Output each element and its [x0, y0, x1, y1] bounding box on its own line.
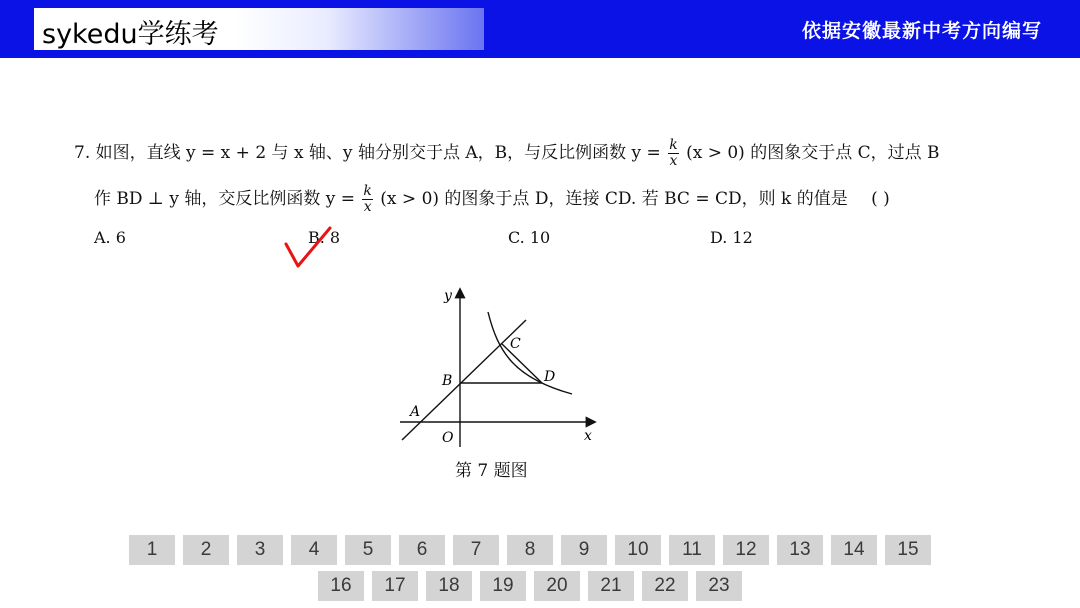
fraction-k-over-x-2: $\frac{k}{x}$ — [363, 183, 372, 215]
question-nav-button[interactable]: 17 — [372, 571, 418, 601]
question-nav-button[interactable]: 4 — [291, 535, 337, 565]
question-line-2 — [94, 184, 890, 215]
label-b: B — [442, 373, 453, 389]
question-nav-button[interactable]: 8 — [507, 535, 553, 565]
label-a: A — [410, 404, 421, 420]
question-nav-button[interactable]: 6 — [399, 535, 445, 565]
question-nav-button[interactable]: 3 — [237, 535, 283, 565]
segment-cd — [502, 344, 542, 383]
question-nav-button[interactable]: 7 — [453, 535, 499, 565]
question-nav-button[interactable]: 18 — [426, 571, 472, 601]
question-nav-button[interactable]: 13 — [777, 535, 823, 565]
label-o: O — [442, 430, 454, 446]
question-nav-button[interactable]: 14 — [831, 535, 877, 565]
question-nav-button[interactable]: 9 — [561, 535, 607, 565]
question-nav-button[interactable]: 11 — [669, 535, 715, 565]
option-d[interactable]: D. 12 — [710, 228, 753, 247]
figure-caption: 第 7 题图 — [455, 461, 528, 481]
option-b[interactable]: B. 8 — [308, 228, 341, 247]
question-nav-button[interactable]: 5 — [345, 535, 391, 565]
hyperbola-curve — [488, 312, 572, 394]
brand-box — [34, 8, 484, 50]
answer-bracket: ( ) — [871, 189, 890, 209]
question-nav-button[interactable]: 1 — [129, 535, 175, 565]
question-nav-button[interactable]: 2 — [183, 535, 229, 565]
question-text-2a: 作 BD ⊥ y 轴，交反比例函数 y = — [94, 189, 355, 209]
question-nav-button[interactable]: 23 — [696, 571, 742, 601]
question-nav-button[interactable]: 10 — [615, 535, 661, 565]
header-bar — [0, 0, 1080, 58]
question-text-2b: (x > 0) 的图象于点 D，连接 CD. 若 BC = CD，则 k 的值是 — [380, 189, 848, 209]
question-nav-button[interactable]: 21 — [588, 571, 634, 601]
question-text-1b: (x > 0) 的图象交于点 C，过点 B — [686, 143, 940, 163]
option-a[interactable]: A. 6 — [94, 228, 126, 247]
label-y: y — [444, 288, 452, 304]
question-nav-button[interactable]: 20 — [534, 571, 580, 601]
question-line-1 — [74, 138, 940, 169]
question-nav-button[interactable]: 19 — [480, 571, 526, 601]
question-nav-button[interactable]: 22 — [642, 571, 688, 601]
question-nav-button[interactable]: 12 — [723, 535, 769, 565]
label-d: D — [544, 369, 556, 385]
label-x: x — [584, 428, 592, 444]
fraction-k-over-x: $\frac{k}{x}$ — [669, 137, 678, 169]
function-graph-figure — [392, 282, 612, 452]
checkmark-icon — [282, 224, 334, 270]
option-c[interactable]: C. 10 — [508, 228, 551, 247]
header-tagline: 依据安徽最新中考方向编写 — [801, 20, 1042, 42]
label-c: C — [510, 336, 521, 352]
brand-title: sykedu学练考 — [42, 19, 219, 50]
question-nav-button[interactable]: 15 — [885, 535, 931, 565]
question-nav-button[interactable]: 16 — [318, 571, 364, 601]
question-text-1a: 7. 如图，直线 y = x + 2 与 x 轴、y 轴分别交于点 A，B，与反比例函数 y = — [74, 143, 661, 163]
